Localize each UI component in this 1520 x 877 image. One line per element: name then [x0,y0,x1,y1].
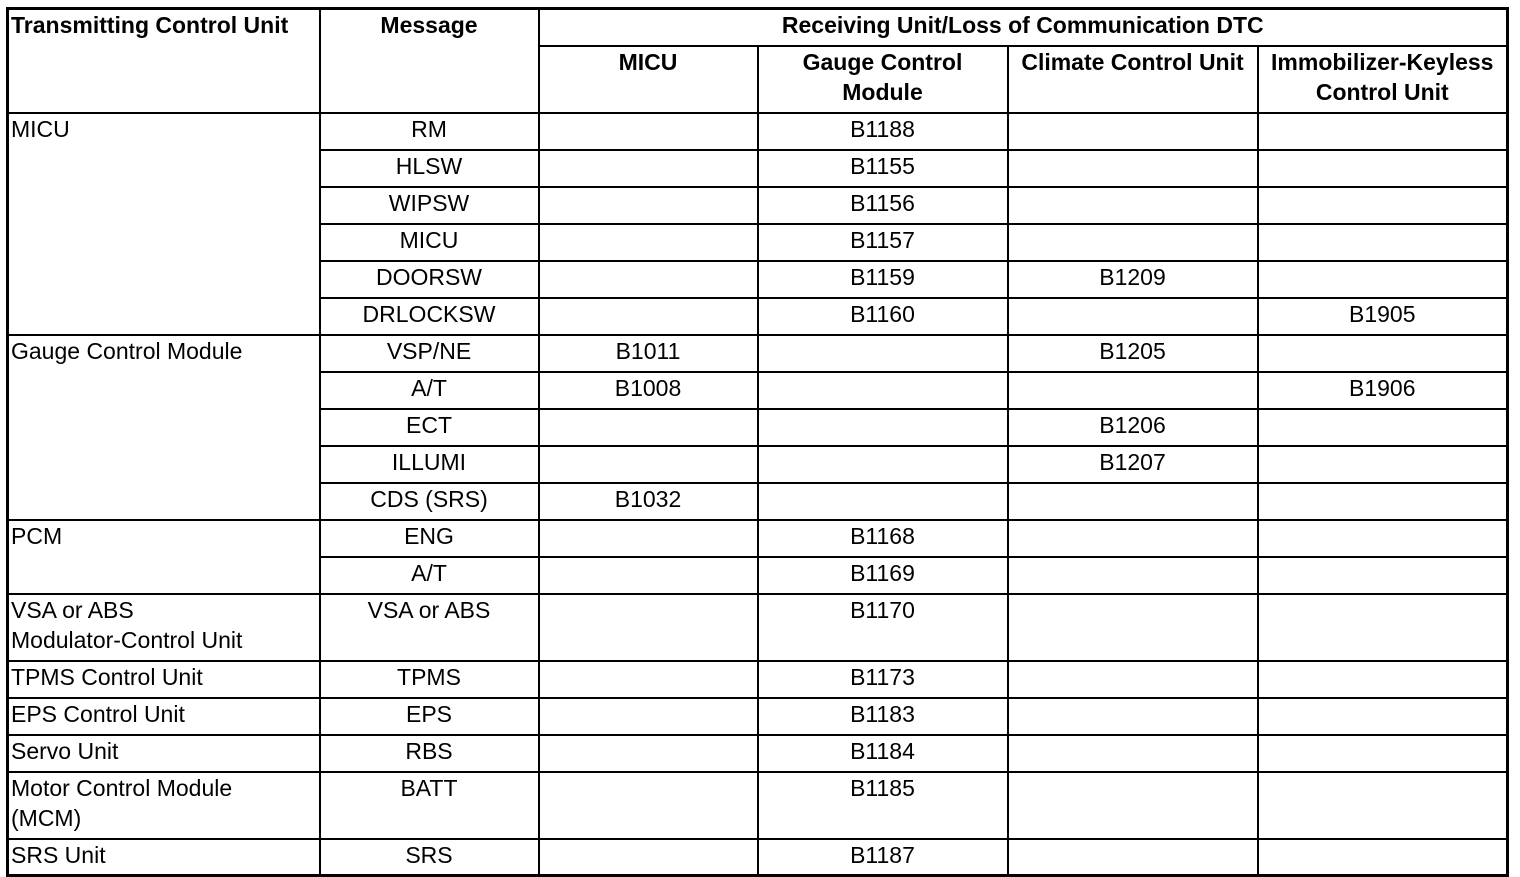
dtc-cell: B1159 [758,261,1008,298]
dtc-cell: B1157 [758,224,1008,261]
dtc-cell: B1032 [539,483,758,520]
transmitting-unit-cell: TPMS Control Unit [8,661,320,698]
dtc-cell [1258,446,1508,483]
dtc-cell [1258,839,1508,876]
dtc-cell [539,113,758,150]
message-cell: EPS [320,698,539,735]
dtc-cell [1258,261,1508,298]
dtc-cell: B1011 [539,335,758,372]
dtc-cell [1008,520,1258,557]
dtc-cell [1008,187,1258,224]
header-receiver-immobilizer-keyless: Immobilizer-Keyless Control Unit [1258,46,1508,113]
message-cell: ILLUMI [320,446,539,483]
dtc-cell [1258,150,1508,187]
dtc-cell [539,557,758,594]
table-row [8,520,1508,557]
dtc-cell: B1155 [758,150,1008,187]
dtc-cell [1008,557,1258,594]
dtc-cell: B1207 [1008,446,1258,483]
dtc-cell: B1168 [758,520,1008,557]
message-cell: A/T [320,557,539,594]
message-cell: WIPSW [320,187,539,224]
header-receiver-climate-control-unit: Climate Control Unit [1008,46,1258,113]
dtc-cell [539,150,758,187]
dtc-cell: B1906 [1258,372,1508,409]
message-cell: DRLOCKSW [320,298,539,335]
dtc-cell [539,446,758,483]
transmitting-unit-cell: Gauge Control Module [8,335,320,520]
message-cell: BATT [320,772,539,839]
dtc-cell: B1170 [758,594,1008,661]
transmitting-unit-cell: SRS Unit [8,839,320,876]
dtc-cell: B1184 [758,735,1008,772]
dtc-cell [1258,113,1508,150]
message-cell: VSA or ABS [320,594,539,661]
dtc-cell: B1209 [1008,261,1258,298]
message-cell: RBS [320,735,539,772]
dtc-cell [1258,335,1508,372]
message-cell: TPMS [320,661,539,698]
dtc-cell [539,698,758,735]
header-receiver-gauge-control-module: Gauge Control Module [758,46,1008,113]
dtc-cell: B1185 [758,772,1008,839]
dtc-cell [1008,698,1258,735]
transmitting-unit-cell: Servo Unit [8,735,320,772]
table-row [8,113,1508,150]
dtc-cell [1008,839,1258,876]
dtc-cell: B1183 [758,698,1008,735]
dtc-cell [758,335,1008,372]
dtc-cell [1008,150,1258,187]
dtc-cell: B1205 [1008,335,1258,372]
header-receiver-micu: MICU [539,46,758,113]
dtc-cell [1258,224,1508,261]
table-header [8,9,1508,113]
dtc-cell: B1187 [758,839,1008,876]
dtc-cell: B1156 [758,187,1008,224]
dtc-cell [1008,113,1258,150]
header-message: Message [320,9,539,113]
table-row [8,735,1508,772]
message-cell: ECT [320,409,539,446]
table-row [8,839,1508,876]
message-cell: CDS (SRS) [320,483,539,520]
dtc-cell [1258,520,1508,557]
dtc-cell [1258,772,1508,839]
table-row [8,335,1508,372]
dtc-cell [1258,557,1508,594]
dtc-cell [1258,409,1508,446]
dtc-cell [539,661,758,698]
dtc-cell [539,224,758,261]
dtc-cell [539,187,758,224]
message-cell: MICU [320,224,539,261]
dtc-cell [1258,187,1508,224]
message-cell: DOORSW [320,261,539,298]
message-cell: SRS [320,839,539,876]
dtc-cell [539,594,758,661]
message-cell: ENG [320,520,539,557]
dtc-cell [539,409,758,446]
dtc-cell [1008,661,1258,698]
dtc-cell [758,409,1008,446]
dtc-cell [539,839,758,876]
dtc-cell [1258,594,1508,661]
table-row [8,772,1508,839]
dtc-cell [758,446,1008,483]
dtc-cell [539,735,758,772]
header-receiving-group: Receiving Unit/Loss of Communication DTC [539,9,1508,46]
message-cell: RM [320,113,539,150]
header-transmitting-control-unit: Transmitting Control Unit [8,9,320,113]
table-row [8,698,1508,735]
dtc-cell: B1160 [758,298,1008,335]
dtc-cell [1008,772,1258,839]
dtc-cell [1008,594,1258,661]
dtc-cell [1008,224,1258,261]
message-cell: HLSW [320,150,539,187]
transmitting-unit-cell: VSA or ABS Modulator-Control Unit [8,594,320,661]
dtc-cell [1008,483,1258,520]
transmitting-unit-cell: PCM [8,520,320,594]
dtc-cell: B1206 [1008,409,1258,446]
dtc-cell: B1905 [1258,298,1508,335]
dtc-cell [1008,735,1258,772]
dtc-cell [1008,298,1258,335]
dtc-table [6,7,1509,877]
table-row [8,661,1508,698]
dtc-cell: B1173 [758,661,1008,698]
dtc-cell [539,520,758,557]
dtc-cell [1258,483,1508,520]
dtc-cell [1008,372,1258,409]
dtc-cell: B1169 [758,557,1008,594]
dtc-cell [1258,735,1508,772]
dtc-cell [539,261,758,298]
dtc-cell [1258,698,1508,735]
dtc-cell [1258,661,1508,698]
transmitting-unit-cell: MICU [8,113,320,335]
transmitting-unit-cell: EPS Control Unit [8,698,320,735]
dtc-cell [758,483,1008,520]
dtc-cell: B1008 [539,372,758,409]
message-cell: A/T [320,372,539,409]
dtc-cell [758,372,1008,409]
table-row [8,594,1508,661]
dtc-cell [539,298,758,335]
transmitting-unit-cell: Motor Control Module (MCM) [8,772,320,839]
message-cell: VSP/NE [320,335,539,372]
table-body [8,113,1508,876]
dtc-cell [539,772,758,839]
dtc-cell: B1188 [758,113,1008,150]
